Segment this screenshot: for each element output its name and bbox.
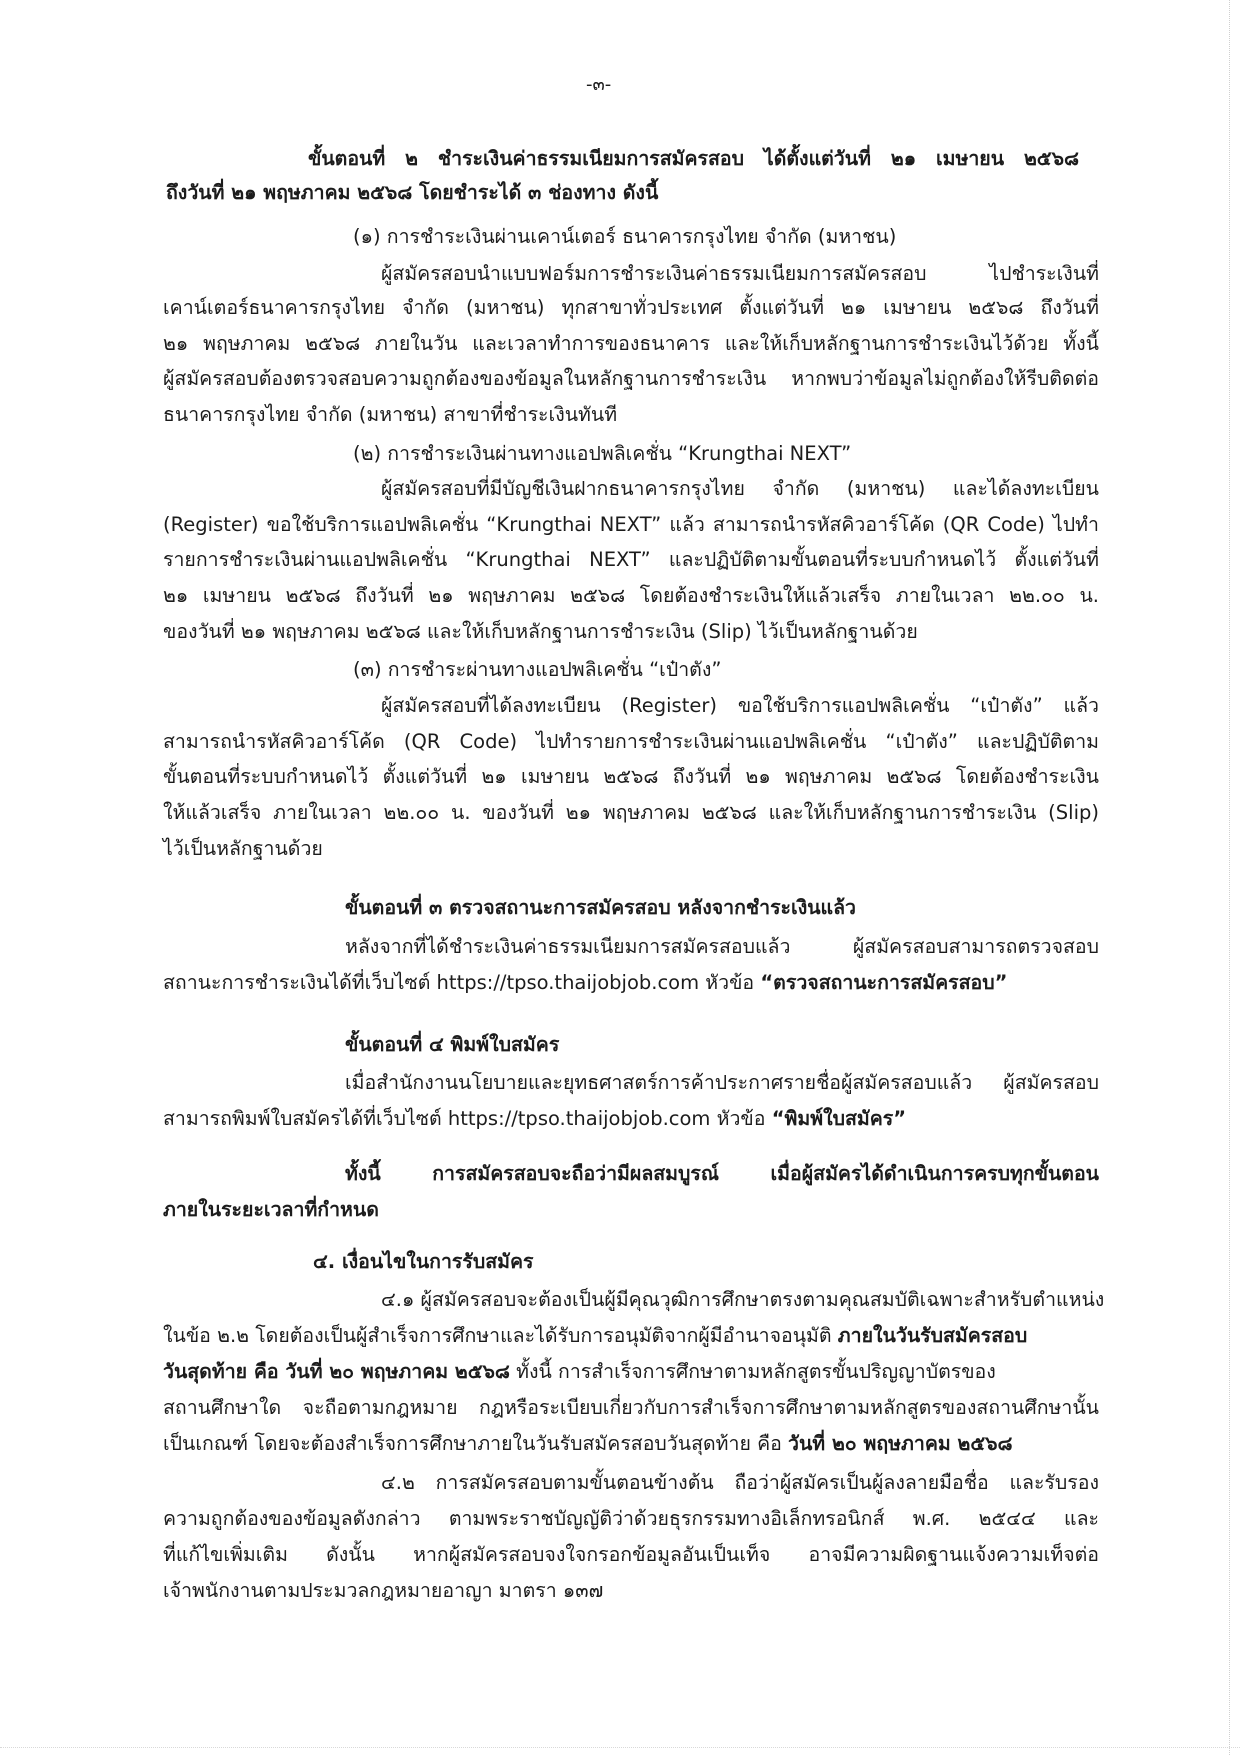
channel3-text-line2: สามารถนำรหัสคิวอาร์โค้ด (QR Code) ไปทำรายการชำระเงินผ่านแอปพลิเคชั่น “เป๋าตัง” และปฏิบัติตาม bbox=[163, 730, 1099, 753]
section4-2-line3: ที่แก้ไขเพิ่มเติม ดังนั้น หากผู้สมัครสอบจงใจกรอกข้อมูลอันเป็นเท็จ อาจมีความผิดฐานแจ้งความเท็จต่อ bbox=[163, 1543, 1099, 1566]
section4-1-line3-bold: วันสุดท้าย คือ วันที่ ๒๐ พฤษภาคม ๒๕๖๘ bbox=[163, 1360, 510, 1383]
section4-1-line5-bold: วันที่ ๒๐ พฤษภาคม ๒๕๖๘ bbox=[788, 1432, 1013, 1455]
page-number: -๓- bbox=[586, 74, 612, 95]
section4-1-line2-bold: ภายในวันรับสมัครสอบ bbox=[837, 1324, 1028, 1347]
section4-1-line2 bbox=[163, 1321, 1027, 1351]
step2-heading-line2: ถึงวันที่ ๒๑ พฤษภาคม ๒๕๖๘ โดยชำระได้ ๓ ช่องทาง ดังนี้ bbox=[166, 181, 659, 204]
channel2-title: (๒) การชำระเงินผ่านทางแอปพลิเคชั่น “Krungthai NEXT” bbox=[353, 442, 852, 465]
channel2-text-line3: รายการชำระเงินผ่านแอปพลิเคชั่น “Krungthai NEXT” และปฏิบัติตามขั้นตอนที่ระบบกำหนดไว้ ตั้งแต่วันที่ bbox=[163, 548, 1099, 571]
channel2-text-line4: ๒๑ เมษายน ๒๕๖๘ ถึงวันที่ ๒๑ พฤษภาคม ๒๕๖๘ โดยต้องชำระเงินให้แล้วเสร็จ ภายในเวลา ๒๒.๐๐ น. bbox=[163, 584, 1099, 607]
step2-heading-line1: ขั้นตอนที่ ๒ ชำระเงินค่าธรรมเนียมการสมัครสอบ ได้ตั้งแต่วันที่ ๒๑ เมษายน ๒๕๖๘ bbox=[308, 147, 1079, 170]
section4-1-line1: ๔.๑ ผู้สมัครสอบจะต้องเป็นผู้มีคุณวุฒิการศึกษาตรงตามคุณสมบัติเฉพาะสำหรับตำแหน่ง bbox=[381, 1288, 1105, 1311]
channel1-text-line3: ๒๑ พฤษภาคม ๒๕๖๘ ภายในวัน และเวลาทำการของธนาคาร และให้เก็บหลักฐานการชำระเงินไว้ด้วย ทั้งนี้ bbox=[163, 332, 1099, 355]
channel1-text-line5: ธนาคารกรุงไทย จำกัด (มหาชน) สาขาที่ชำระเงินทันที bbox=[163, 403, 618, 426]
step4-text-line1: เมื่อสำนักงานนโยบายและยุทธศาสตร์การค้าประกาศรายชื่อผู้สมัครสอบแล้ว ผู้สมัครสอบ bbox=[345, 1071, 1099, 1094]
channel3-text-line4: ให้แล้วเสร็จ ภายในเวลา ๒๒.๐๐ น. ของวันที่ ๒๑ พฤษภาคม ๒๕๖๘ และให้เก็บหลักฐานการชำระเงิน (Slip) bbox=[163, 801, 1099, 824]
step3-text-line2 bbox=[163, 968, 1007, 998]
section4-heading: ๔. เงื่อนไขในการรับสมัคร bbox=[313, 1250, 534, 1273]
section4-1-line4: สถานศึกษาใด จะถือตามกฎหมาย กฎหรือระเบียบเกี่ยวกับการสำเร็จการศึกษาตามหลักสูตรของสถานศึกษานั้น bbox=[163, 1396, 1099, 1419]
section4-1-line2-plain: ในข้อ ๒.๒ โดยต้องเป็นผู้สำเร็จการศึกษาและได้รับการอนุมัติจากผู้มีอำนาจอนุมัติ bbox=[163, 1324, 832, 1347]
section4-1-line5-plain: เป็นเกณฑ์ โดยจะต้องสำเร็จการศึกษาภายในวันรับสมัครสอบวันสุดท้าย คือ bbox=[163, 1432, 782, 1455]
channel1-text-line4: ผู้สมัครสอบต้องตรวจสอบความถูกต้องของข้อมูลในหลักฐานการชำระเงิน หากพบว่าข้อมูลไม่ถูกต้องให้รีบติดต่อ bbox=[163, 367, 1099, 390]
channel1-text-line2: เคาน์เตอร์ธนาคารกรุงไทย จำกัด (มหาชน) ทุกสาขาทั่วประเทศ ตั้งแต่วันที่ ๒๑ เมษายน ๒๕๖๘ ถึงวันที่ bbox=[163, 296, 1099, 319]
section4-2-line4: เจ้าพนักงานตามประมวลกฎหมายอาญา มาตรา ๑๓๗ bbox=[163, 1579, 604, 1602]
section4-2-line2: ความถูกต้องของข้อมูลดังกล่าว ตามพระราชบัญญัติว่าด้วยธุรกรรมทางอิเล็กทรอนิกส์ พ.ศ. ๒๕๔๔ และ bbox=[163, 1507, 1099, 1530]
scan-edge-bottom bbox=[0, 1747, 1240, 1749]
channel3-title: (๓) การชำระผ่านทางแอปพลิเคชั่น “เป๋าตัง” bbox=[353, 658, 722, 681]
channel3-text-line5: ไว้เป็นหลักฐานด้วย bbox=[163, 837, 323, 860]
section4-1-line3-plain: ทั้งนี้ การสำเร็จการศึกษาตามหลักสูตรขั้นปริญญาบัตรของ bbox=[516, 1360, 996, 1383]
channel2-text-line1: ผู้สมัครสอบที่มีบัญชีเงินฝากธนาคารกรุงไทย จำกัด (มหาชน) และได้ลงทะเบียน bbox=[381, 477, 1099, 500]
completion-note-line2: ภายในระยะเวลาที่กำหนด bbox=[163, 1198, 379, 1221]
completion-note-line1: ทั้งนี้ การสมัครสอบจะถือว่ามีผลสมบูรณ์ เมื่อผู้สมัครได้ดำเนินการครบทุกขั้นตอน bbox=[345, 1162, 1099, 1185]
step4-heading: ขั้นตอนที่ ๔ พิมพ์ใบสมัคร bbox=[345, 1033, 560, 1056]
channel3-text-line3: ขั้นตอนที่ระบบกำหนดไว้ ตั้งแต่วันที่ ๒๑ เมษายน ๒๕๖๘ ถึงวันที่ ๒๑ พฤษภาคม ๒๕๖๘ โดยต้องชำระเงิน bbox=[163, 765, 1099, 788]
step3-heading: ขั้นตอนที่ ๓ ตรวจสถานะการสมัครสอบ หลังจากชำระเงินแล้ว bbox=[345, 896, 857, 919]
step4-link-topic: “พิมพ์ใบสมัคร” bbox=[771, 1107, 907, 1130]
step4-text-line2 bbox=[163, 1104, 906, 1134]
step3-text-line1: หลังจากที่ได้ชำระเงินค่าธรรมเนียมการสมัครสอบแล้ว ผู้สมัครสอบสามารถตรวจสอบ bbox=[345, 935, 1099, 958]
channel2-text-line5: ของวันที่ ๒๑ พฤษภาคม ๒๕๖๘ และให้เก็บหลักฐานการชำระเงิน (Slip) ไว้เป็นหลักฐานด้วย bbox=[163, 620, 918, 643]
section4-1-line3 bbox=[163, 1357, 996, 1387]
step3-link-topic: “ตรวจสถานะการสมัครสอบ” bbox=[760, 971, 1008, 994]
channel2-text-line2: (Register) ขอใช้บริการแอปพลิเคชั่น “Krungthai NEXT” แล้ว สามารถนำรหัสคิวอาร์โค้ด (QR Code) ไปทำ bbox=[163, 513, 1099, 536]
channel1-text-line1: ผู้สมัครสอบนำแบบฟอร์มการชำระเงินค่าธรรมเนียมการสมัครสอบ ไปชำระเงินที่ bbox=[381, 262, 1099, 285]
channel1-title: (๑) การชำระเงินผ่านเคาน์เตอร์ ธนาคารกรุงไทย จำกัด (มหาชน) bbox=[353, 225, 897, 248]
step3-text-line2-plain: สถานะการชำระเงินได้ที่เว็บไซต์ https://tpso.thaijobjob.com หัวข้อ bbox=[163, 971, 755, 994]
scan-edge-right bbox=[1229, 0, 1232, 1755]
section4-2-line1: ๔.๒ การสมัครสอบตามขั้นตอนข้างต้น ถือว่าผู้สมัครเป็นผู้ลงลายมือชื่อ และรับรอง bbox=[381, 1471, 1099, 1494]
channel3-text-line1: ผู้สมัครสอบที่ได้ลงทะเบียน (Register) ขอใช้บริการแอปพลิเคชั่น “เป๋าตัง” แล้ว bbox=[381, 694, 1099, 717]
step4-text-line2-plain: สามารถพิมพ์ใบสมัครได้ที่เว็บไซต์ https://tpso.thaijobjob.com หัวข้อ bbox=[163, 1107, 766, 1130]
section4-1-line5 bbox=[163, 1429, 1013, 1459]
